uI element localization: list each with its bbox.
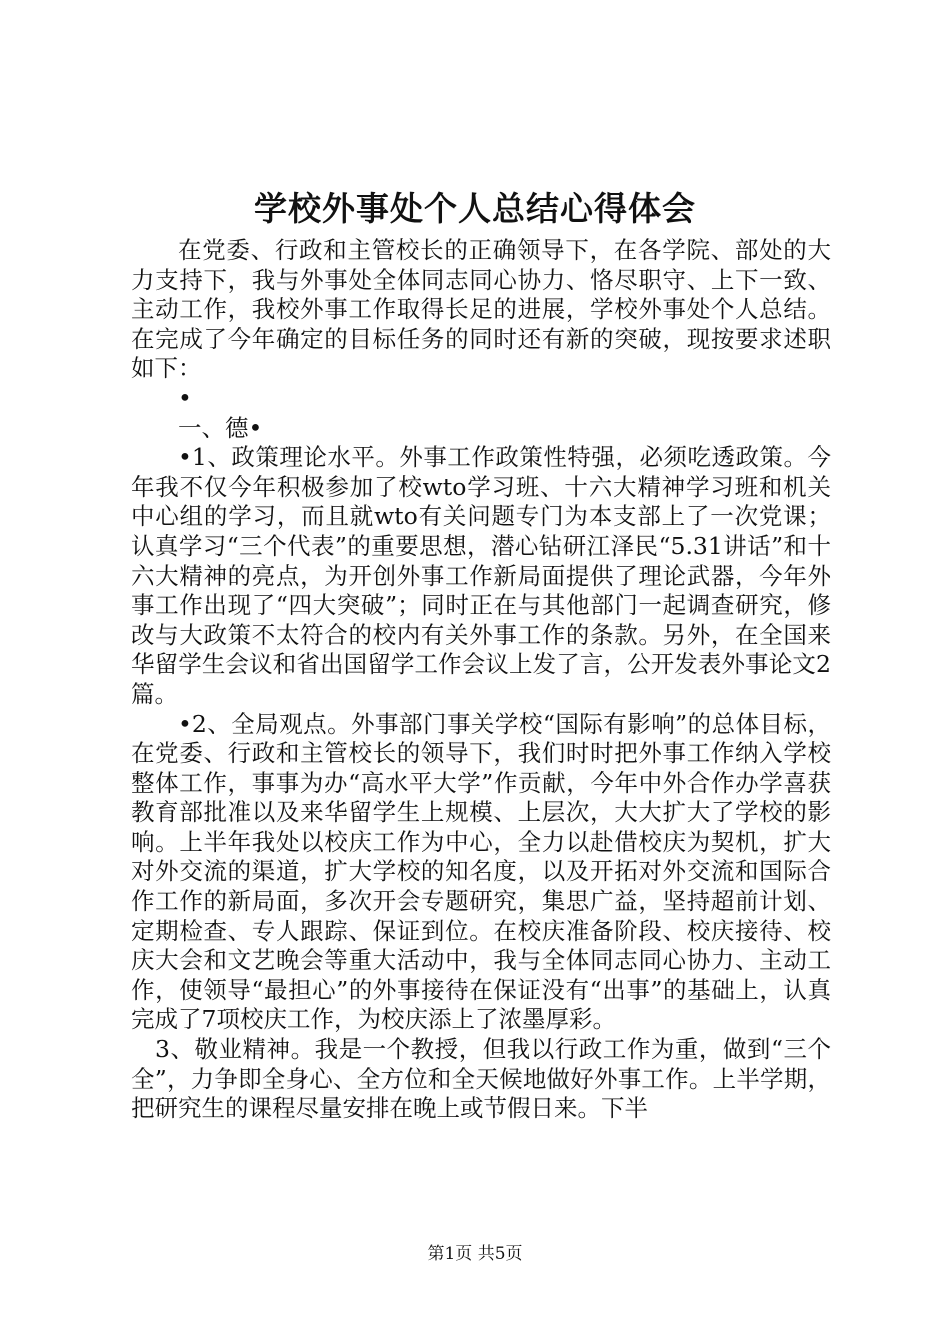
paragraph-dedication: 3、敬业精神。我是一个教授，但我以行政工作为重，做到“三个全”，力争即全身心、全方位和全天候地做好外事工作。上半学期，把研究生的课程尽量安排在晚上或节假日来。下半	[131, 1035, 831, 1123]
paragraph-bullet: •	[178, 383, 192, 412]
page-footer: 第1页 共5页	[427, 1244, 523, 1264]
document-body	[131, 236, 831, 1124]
document-title: 学校外事处个人总结心得体会	[254, 189, 696, 228]
paragraph-intro: 在党委、行政和主管校长的正确领导下，在各学院、部处的大力支持下，我与外事处全体同志同心协力、恪尽职守、上下一致、主动工作，我校外事工作取得长足的进展，学校外事处个人总结。在完成了今年确定的目标任务的同时还有新的突破，现按要求述职如下：	[131, 236, 831, 383]
paragraph-overall-view: •2、全局观点。外事部门事关学校“国际有影响”的总体目标，在党委、行政和主管校长的领导下，我们时时把外事工作纳入学校整体工作，事事为办“高水平大学”作贡献，今年中外合作办学喜获教育部批准以及来华留学生上规模、上层次，大大扩大了学校的影响。上半年我处以校庆工作为中心，全力以赴借校庆为契机，扩大对外交流的渠道，扩大学校的知名度，以及开拓对外交流和国际合作工作的新局面，多次开会专题研究，集思广益，坚持超前计划、定期检查、专人跟踪、保证到位。在校庆准备阶段、校庆接待、校庆大会和文艺晚会等重大活动中，我与全体同志同心协力、主动工作，使领导“最担心”的外事接待在保证没有“出事”的基础上，认真完成了7项校庆工作，为校庆添上了浓墨厚彩。	[131, 709, 831, 1034]
paragraph-policy-theory: •1、政策理论水平。外事工作政策性特强，必须吃透政策。今年我不仅今年积极参加了校wto学习班、十六大精神学习班和机关中心组的学习，而且就wto有关问题专门为本支部上了一次党课；认真学习“三个代表”的重要思想，潜心钻研江泽民“5.31讲话”和十六大精神的亮点，为开创外事工作新局面提供了理论武器，今年外事工作出现了“四大突破”；同时正在与其他部门一起调查研究，修改与大政策不太符合的校内有关外事工作的条款。另外，在全国来华留学生会议和省出国留学工作会议上发了言，公开发表外事论文2篇。	[131, 443, 831, 708]
paragraph-section-heading: 一、德•	[178, 413, 263, 442]
